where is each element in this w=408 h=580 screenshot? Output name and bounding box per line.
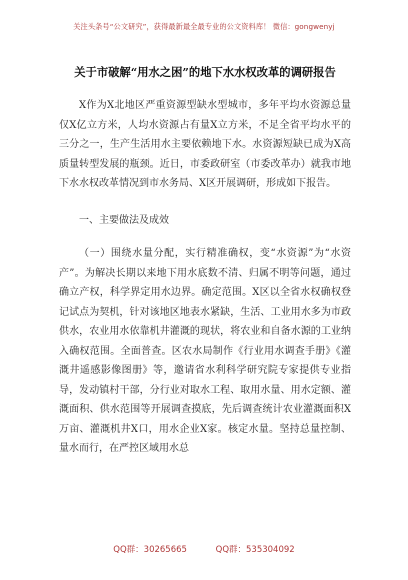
paragraph-spacer (59, 194, 351, 211)
document-title: 关于市破解“用水之困”的地下水水权改革的调研报告 (74, 65, 336, 79)
section-heading: 一、主要做法及成效 (79, 214, 169, 226)
bottom-banner (0, 543, 408, 555)
qq-group-1: QQ群：30265665 (113, 545, 187, 555)
intro-paragraph: X作为X北地区严重资源型缺水型城市，多年平均水资源总量仅X亿立方米，人均水资源占有量X立方米，不足全省平均水平的三分之一，生产生活用水主要依赖地下水。水资源短缺已成为X高质量转型发展的瓶颈。近日，市委政研室（市委改革办）就我市地下水水权改革情况到市水务局、X区开展调研，形成如下报告。 (59, 100, 351, 189)
paragraph-spacer (59, 230, 351, 244)
qq-group-2: QQ群：535304092 (215, 545, 295, 555)
document-body (59, 96, 351, 459)
body-paragraph: （一）围绕水量分配，实行精准确权，变“水资源”为“水资产”。为解决长期以来地下用水底数不清、归属不明等问题，通过确立产权，科学界定用水边界。确定范围。X区以全省水权确权登记试点为契机，针对该地区地表水紧缺，生活、工业用水多为市政供水，农业用水依靠机井灌溉的现状，将农业和自备水源的工业纳入确权范围。全面普查。区农水局制作《行业用水调查手册》《灌溉井遥感影像图册》等，邀请省水利科学研究院专家提供专业指导，发动镇村干部，分行业对取水工程、取用水量、用水定额、灌溉面积、供水范围等开展调查摸底，先后调查统计农业灌溉面积X万亩、灌溉机井X口，用水企业X家。核定水量。坚持总量控制、量水而行，在严控区域用水总 (59, 248, 351, 454)
top-banner: 关注头条号“公文研究”，获得最新最全最专业的公文资料库！ 微信：gongwenyj (73, 22, 335, 31)
